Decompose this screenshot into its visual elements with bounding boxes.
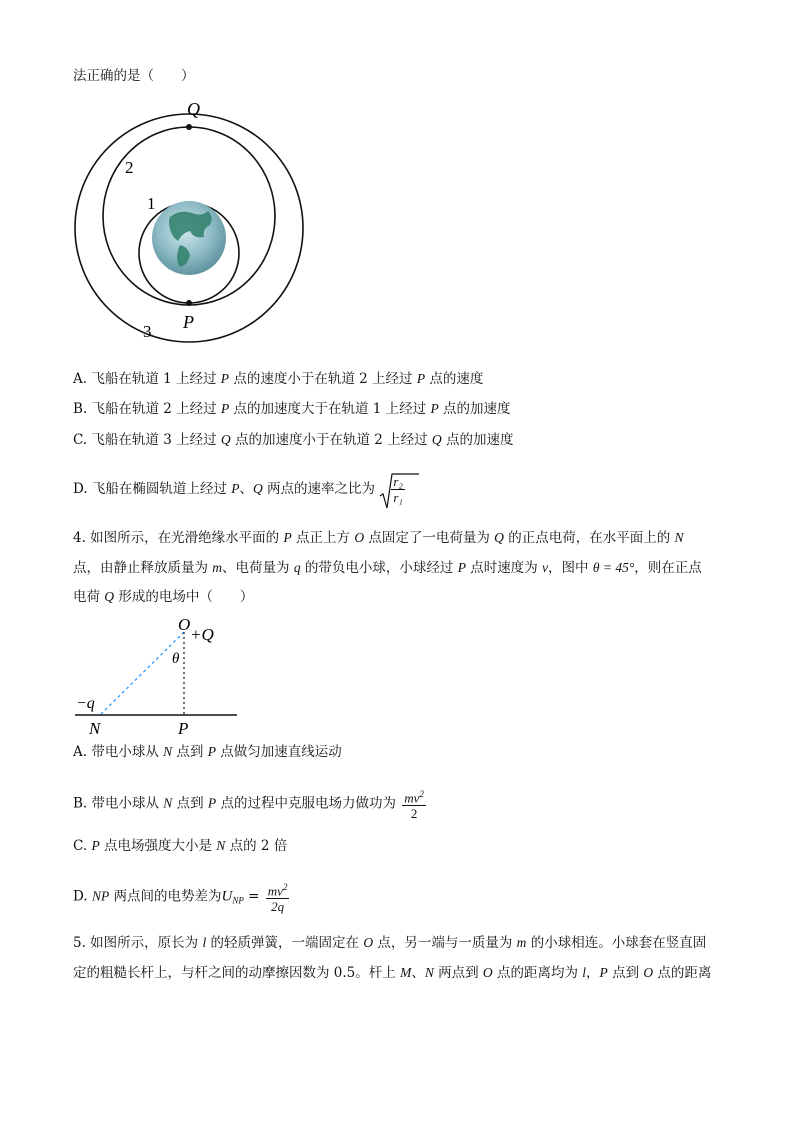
q4-option-a[interactable]: A. 带电小球从 N 点到 P 点做匀加速直线运动 <box>73 744 342 760</box>
option-c[interactable]: C. 飞船在轨道 3 上经过 Q 点的加速度小于在轨道 2 上经过 Q 点的加速度 <box>73 432 514 448</box>
label-plus-q: +Q <box>190 625 214 644</box>
option-d[interactable]: D. 飞船在椭圆轨道上经过 P、Q 两点的速率之比为 $\frac{\text{r₂}}{\text{r₁}}$ <box>73 474 405 505</box>
q5-stem-line-2: 定的粗糙长杆上，与杆之间的动摩擦因数为 0.5。杆上 M、N 两点到 O 点的距离均为 l，P 点到 O 点的距离 <box>73 965 712 981</box>
fraction-mv2-2: $\frac{mv^2}{2}$ <box>404 789 424 822</box>
sqrt-ratio: $\frac{\text{r₂}}{\text{r₁}}$ <box>379 474 405 505</box>
label-minus-q: −q <box>76 695 95 712</box>
label-orbit-3: 3 <box>143 322 152 341</box>
q4-option-d[interactable]: D. NP 两点间的电势差为$U_{NP}$ = $\frac{mv^2}{2q}$ <box>73 882 288 915</box>
q4-stem-line-2: 点，由静止释放质量为 m、电荷量为 q 的带负电小球，小球经过 P 点时速度为 v，图中 θ = 45°，则在正点 <box>73 560 702 576</box>
question-stem-tail: 法正确的是（ ） <box>73 68 195 84</box>
label-orbit-2: 2 <box>125 158 134 177</box>
line-on <box>100 632 184 715</box>
option-b[interactable]: B. 飞船在轨道 2 上经过 P 点的加速度大于在轨道 1 上经过 P 点的加速度 <box>73 401 511 417</box>
q5-stem-line-1: 5. 如图所示，原长为 l 的轻质弹簧，一端固定在 O 点，另一端与一质量为 m 的小球相连。小球套在竖直固 <box>73 935 707 951</box>
option-a[interactable]: A. 飞船在轨道 1 上经过 P 点的速度小于在轨道 2 上经过 P 点的速度 <box>73 371 484 387</box>
fraction-mv2-2q: $\frac{mv^2}{2q}$ <box>267 882 288 915</box>
charge-diagram <box>70 612 250 740</box>
q4-stem-line-3: 电荷 Q 形成的电场中（ ） <box>73 589 254 605</box>
point-q <box>186 124 192 130</box>
label-p: P <box>183 312 194 332</box>
label-q: Q <box>187 99 200 119</box>
label-p2: P <box>178 719 189 738</box>
label-o: O <box>178 615 191 634</box>
label-n: N <box>89 719 101 738</box>
earth-icon <box>152 201 226 275</box>
q4-stem-line-1: 4. 如图所示，在光滑绝缘水平面的 P 点正上方 O 点固定了一电荷量为 Q 的正点电荷，在水平面上的 N <box>73 530 684 546</box>
q4-option-b[interactable]: B. 带电小球从 N 点到 P 点的过程中克服电场力做功为 $\frac{mv^2}{2}$ <box>73 789 424 822</box>
point-p <box>186 300 192 306</box>
q4-option-c[interactable]: C. P 点电场强度大小是 N 点的 2 倍 <box>73 838 288 854</box>
label-orbit-1: 1 <box>147 194 156 213</box>
orbit-diagram <box>70 95 310 345</box>
label-theta: θ <box>172 651 180 667</box>
